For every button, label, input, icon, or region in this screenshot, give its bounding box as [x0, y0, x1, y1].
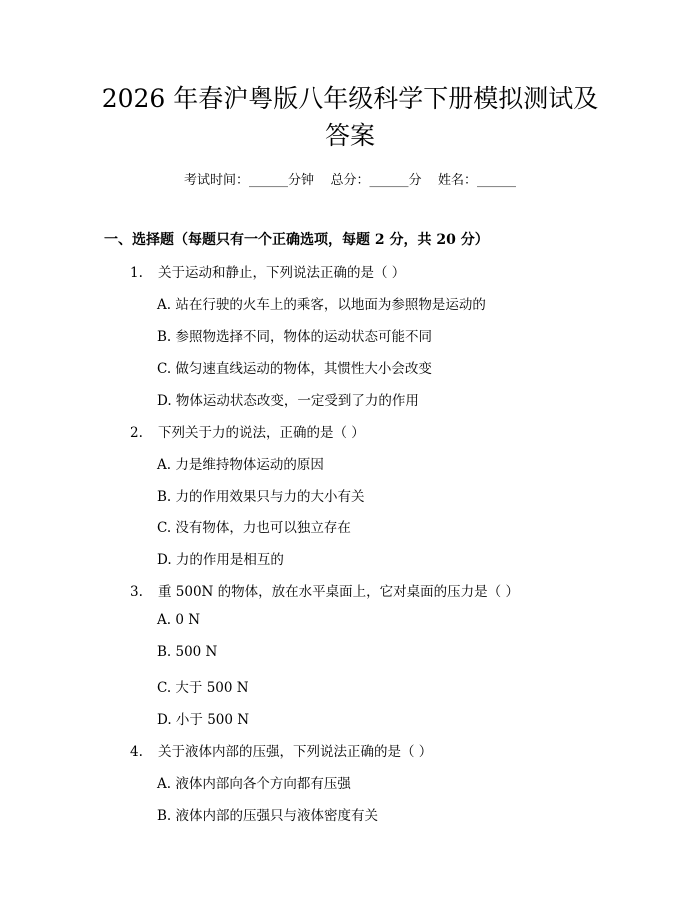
question-1	[130, 261, 405, 281]
question-number: 1.	[130, 265, 143, 281]
question-2	[130, 421, 365, 441]
question-2-option-c: C. 没有物体，力也可以独立存在	[157, 520, 351, 536]
question-1-option-c: C. 做匀速直线运动的物体，其惯性大小会改变	[157, 361, 432, 377]
title-line-1: 2026 年春沪粤版八年级科学下册模拟测试及	[101, 84, 599, 113]
question-2-option-a: A. 力是维持物体运动的原因	[157, 457, 324, 473]
question-text: 关于液体内部的压强，下列说法正确的是（ ）	[158, 744, 433, 760]
question-3	[130, 580, 519, 600]
question-4-option-a: A. 液体内部向各个方向都有压强	[157, 776, 351, 792]
document-title	[0, 80, 700, 154]
exam-info-line: 考试时间：______分钟 总分：______分 姓名：______	[183, 173, 517, 188]
question-3-option-a: A. 0 N	[157, 612, 201, 628]
title-line-2: 答案	[324, 121, 375, 150]
question-1-option-a: A. 站在行驶的火车上的乘客，以地面为参照物是运动的	[157, 297, 486, 313]
question-text: 下列关于力的说法，正确的是（ ）	[158, 425, 365, 441]
question-4	[130, 740, 432, 760]
question-number: 3.	[130, 584, 143, 600]
question-number: 4.	[130, 744, 143, 760]
question-text: 重 500N 的物体，放在水平桌面上，它对桌面的压力是（ ）	[158, 584, 519, 600]
question-text: 关于运动和静止，下列说法正确的是（ ）	[158, 265, 406, 281]
question-3-option-c: C. 大于 500 N	[157, 680, 249, 696]
section-heading: 一、选择题（每题只有一个正确选项，每题 2 分，共 20 分）	[104, 232, 489, 248]
question-1-option-d: D. 物体运动状态改变，一定受到了力的作用	[157, 393, 419, 409]
question-2-option-b: B. 力的作用效果只与力的大小有关	[157, 489, 365, 505]
question-1-option-b: B. 参照物选择不同，物体的运动状态可能不同	[157, 329, 433, 345]
question-2-option-d: D. 力的作用是相互的	[157, 552, 284, 568]
question-4-option-b: B. 液体内部的压强只与液体密度有关	[157, 808, 379, 824]
question-3-option-d: D. 小于 500 N	[157, 712, 250, 728]
question-3-option-b: B. 500 N	[157, 644, 218, 660]
question-number: 2.	[130, 425, 143, 441]
